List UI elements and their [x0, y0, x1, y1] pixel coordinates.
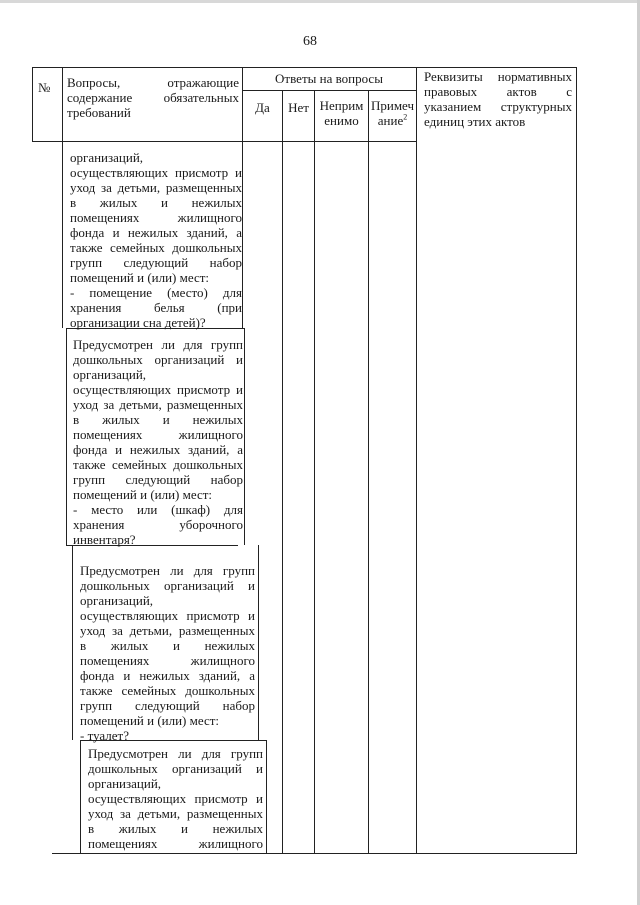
note-col-left	[368, 90, 369, 853]
question-line: также семейных дошкольных	[80, 683, 255, 698]
header-number: №	[38, 80, 51, 95]
question-line: хранения белья (при	[70, 300, 242, 315]
question-line: дошкольных организаций и	[73, 352, 243, 367]
header-requisites-word: актов	[506, 84, 537, 99]
header-questions-word: отражающие	[167, 75, 239, 90]
question-line: групп следующий набор	[70, 255, 242, 270]
question-line: Предусмотрен ли для групп	[80, 563, 255, 578]
question-line: уход за детьми, размещенных	[88, 806, 263, 821]
question-line: групп следующий набор	[73, 472, 243, 487]
question-line: уход за детьми, размещенных	[73, 397, 243, 412]
question-line: Предусмотрен ли для групп	[88, 746, 263, 761]
question-line: уход за детьми, размещенных	[80, 623, 255, 638]
header-no: Нет	[288, 100, 309, 115]
header-requisites-word: правовых	[424, 84, 478, 99]
header-note-line: Примеч	[370, 98, 415, 113]
question-line: осуществляющих присмотр и	[73, 382, 243, 397]
question-line: фонда и нежилых зданий, а	[70, 225, 242, 240]
header-na-line: Неприм	[319, 98, 364, 113]
question-line: - помещение (место) для	[70, 285, 242, 300]
question-line: в жилых и нежилых	[73, 412, 243, 427]
header-requisites-word: указанием	[424, 99, 482, 114]
header-note-line: ание	[377, 113, 404, 128]
table-left-border	[32, 67, 33, 141]
header-questions	[67, 75, 239, 120]
header-note	[369, 98, 416, 128]
question-line: - место или (шкаф) для	[73, 502, 243, 517]
header-bottom-rule	[32, 141, 416, 142]
footnote-mark: 2	[403, 112, 408, 122]
yes-col-left-3	[258, 545, 259, 740]
question-line: организаций,	[80, 593, 154, 608]
yes-col-left-4	[266, 740, 267, 853]
question-line: помещений и (или) мест:	[73, 487, 213, 502]
question-col-left-4	[80, 740, 81, 853]
question-line: фонда и нежилых зданий, а	[80, 668, 255, 683]
header-questions-word: обязательных	[163, 90, 239, 105]
question-col-left-3	[72, 545, 73, 740]
question-row-1	[70, 150, 242, 330]
header-questions-word: Вопросы,	[67, 75, 121, 90]
question-row-3	[80, 563, 255, 743]
question-line: осуществляющих присмотр и	[88, 791, 263, 806]
header-yes: Да	[255, 100, 270, 115]
question-line: групп следующий набор	[80, 698, 255, 713]
question-line: хранения уборочного	[73, 517, 243, 532]
question-line: помещениях жилищного	[73, 427, 243, 442]
header-requisites	[424, 69, 572, 129]
header-requisites-word: Реквизиты	[424, 69, 483, 84]
header-requisites-word: с	[566, 84, 572, 99]
header-requisites-word: единиц этих актов	[424, 114, 526, 129]
header-answers: Ответы на вопросы	[275, 71, 383, 86]
question-line: организации сна детей)?	[70, 315, 206, 330]
table-bottom-border	[52, 853, 577, 854]
question-line: также семейных дошкольных	[73, 457, 243, 472]
question-line: организаций,	[73, 367, 147, 382]
question-line: в жилых и нежилых	[70, 195, 242, 210]
question-line: дошкольных организаций и	[80, 578, 255, 593]
question-line: Предусмотрен ли для групп	[73, 337, 243, 352]
question-line: также семейных дошкольных	[70, 240, 242, 255]
question-line: помещениях жилищного	[70, 210, 242, 225]
header-requisites-word: структурных	[500, 99, 572, 114]
header-requisites-word: нормативных	[497, 69, 572, 84]
question-line: осуществляющих присмотр и	[80, 608, 255, 623]
header-questions-word: требований	[67, 105, 131, 120]
requisites-col-left	[416, 67, 417, 853]
header-na-line: енимо	[324, 113, 359, 128]
question-line: фонда и нежилых зданий, а	[73, 442, 243, 457]
question-line: организаций,	[70, 150, 144, 165]
table-top-border	[32, 67, 577, 68]
question-col-left-1	[62, 67, 63, 328]
question-line: помещений и (или) мест:	[80, 713, 220, 728]
question-line: помещениях жилищного	[80, 653, 255, 668]
question-line: дошкольных организаций и	[88, 761, 263, 776]
scan-top-edge	[0, 0, 640, 3]
question-line: инвентаря?	[73, 532, 136, 547]
question-line: уход за детьми, размещенных	[70, 180, 242, 195]
no-col-left	[282, 90, 283, 853]
question-line: - туалет?	[80, 728, 130, 743]
na-col-left	[314, 90, 315, 853]
question-line: в жилых и нежилых	[80, 638, 255, 653]
question-line: организаций,	[88, 776, 162, 791]
question-line: помещениях жилищного	[88, 836, 263, 851]
question-line: в жилых и нежилых	[88, 821, 263, 836]
table-right-border	[576, 67, 577, 853]
question-line: осуществляющих присмотр и	[70, 165, 242, 180]
header-questions-word: содержание	[67, 90, 133, 105]
page-number: 68	[303, 34, 317, 49]
question-col-left-2	[66, 328, 67, 545]
question-line: помещений и (или) мест:	[70, 270, 210, 285]
question-row-2	[73, 337, 243, 547]
question-row-4	[88, 746, 263, 851]
answers-subheader-rule	[242, 90, 416, 91]
yes-col-left-2	[244, 328, 245, 545]
header-not-applicable	[315, 98, 368, 128]
